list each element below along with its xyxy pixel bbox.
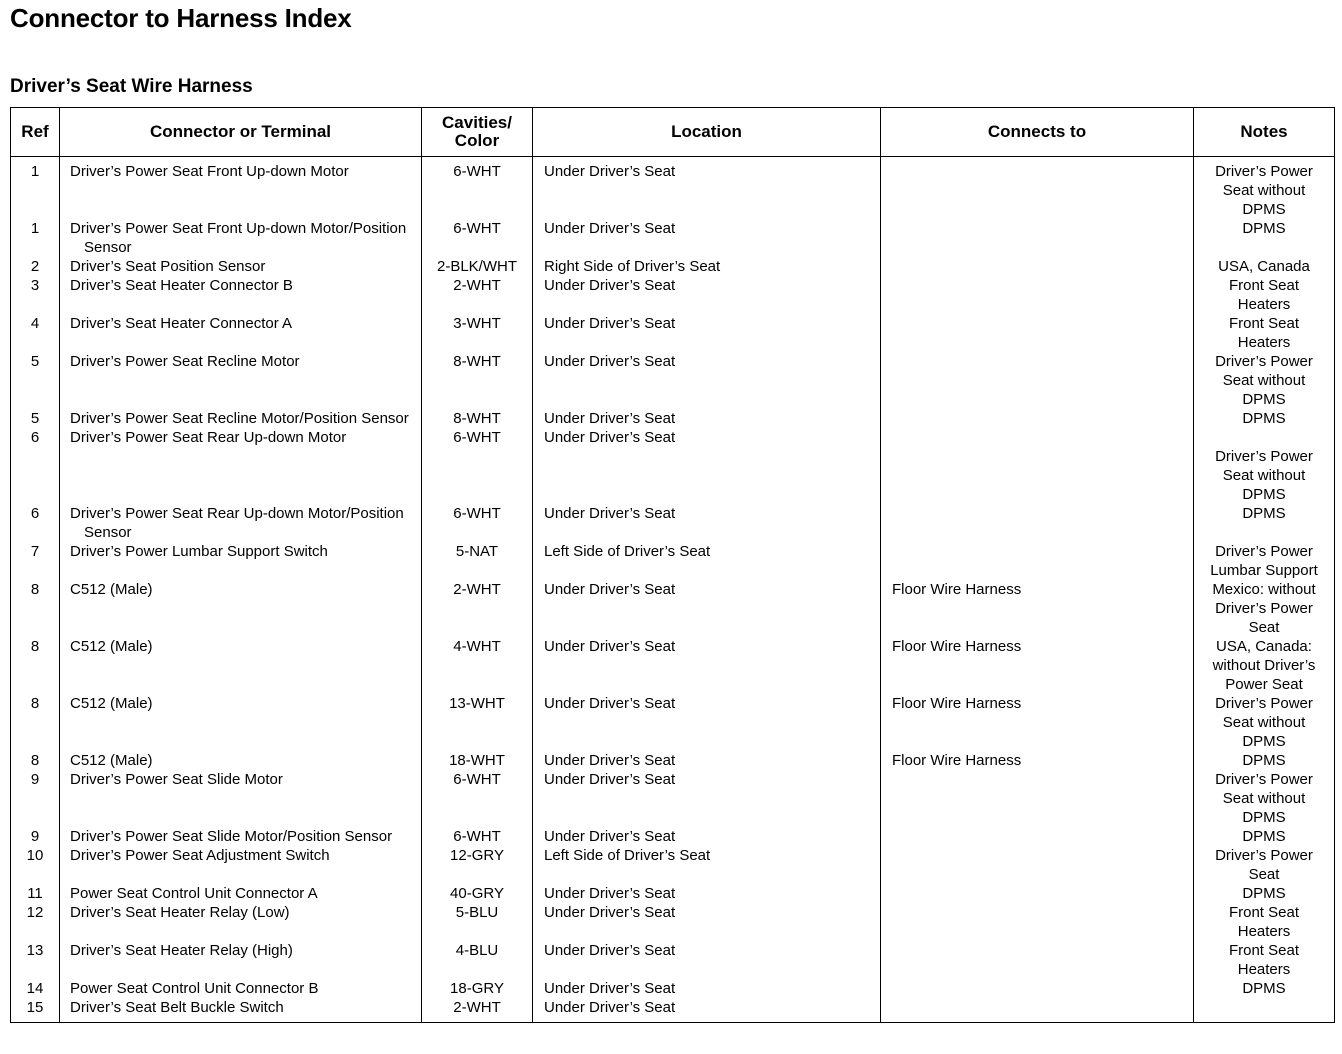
notes-cell <box>1194 428 1335 504</box>
table-row <box>11 941 1335 979</box>
connector-cell-text: Driver’s Seat Heater Connector A <box>70 315 293 332</box>
ref-cell <box>11 694 60 751</box>
ref-cell-text: 11 <box>27 885 43 902</box>
table-row <box>11 409 1335 428</box>
connects-to-cell <box>881 998 1194 1023</box>
notes-cell <box>1194 637 1335 694</box>
connector-cell-text: Driver’s Power Seat Adjustment Switch <box>70 847 330 864</box>
cavities-color-cell-text: 6-WHT <box>453 828 501 845</box>
ref-cell-text: 7 <box>30 543 40 560</box>
ref-cell <box>11 257 60 276</box>
cavities-color-cell <box>422 694 533 751</box>
table-row <box>11 770 1335 827</box>
table-row <box>11 884 1335 903</box>
location-cell-text: Right Side of Driver’s Seat <box>544 258 721 275</box>
notes-cell <box>1194 979 1335 998</box>
notes-cell-text: Driver’s Power Seat <box>1215 847 1313 883</box>
cavities-color-cell-text: 5-NAT <box>455 543 499 560</box>
ref-cell <box>11 903 60 941</box>
ref-cell <box>11 219 60 257</box>
notes-cell <box>1194 580 1335 637</box>
ref-cell-text: 15 <box>26 999 44 1016</box>
ref-cell-text: 4 <box>30 315 40 332</box>
notes-cell <box>1194 352 1335 409</box>
header-location: Location <box>533 108 881 157</box>
connector-cell-text: Driver’s Power Seat Slide Motor <box>70 771 283 788</box>
notes-cell-text: DPMS <box>1242 980 1286 997</box>
connects-to-cell <box>881 504 1194 542</box>
connector-cell <box>60 504 422 542</box>
notes-cell-text: Driver’s Power Seat without DPMS <box>1215 448 1313 503</box>
header-ref: Ref <box>11 108 60 157</box>
notes-cell <box>1194 884 1335 903</box>
ref-cell <box>11 770 60 827</box>
notes-cell <box>1194 504 1335 542</box>
location-cell-text: Left Side of Driver’s Seat <box>544 847 711 864</box>
cavities-color-cell <box>422 941 533 979</box>
ref-cell <box>11 827 60 846</box>
connector-cell-text: Driver’s Power Seat Front Up-down Motor/Position Sensor <box>70 220 407 256</box>
connector-cell-text: C512 (Male) <box>70 581 153 598</box>
notes-cell <box>1194 257 1335 276</box>
connector-cell <box>60 157 422 220</box>
connector-cell <box>60 770 422 827</box>
connects-to-cell <box>881 580 1194 637</box>
header-cavities: Cavities/ Color <box>422 108 533 157</box>
connector-cell <box>60 352 422 409</box>
ref-cell-text: 1 <box>30 163 40 180</box>
connects-to-cell <box>881 884 1194 903</box>
cavities-color-cell <box>422 998 533 1023</box>
connects-to-cell <box>881 314 1194 352</box>
cavities-color-cell-text: 40-GRY <box>450 885 504 902</box>
notes-cell <box>1194 409 1335 428</box>
connects-to-cell <box>881 542 1194 580</box>
ref-cell-text: 9 <box>30 771 40 788</box>
connector-cell <box>60 542 422 580</box>
connects-to-cell <box>881 219 1194 257</box>
connects-to-cell <box>881 257 1194 276</box>
location-cell-text: Under Driver’s Seat <box>544 695 676 712</box>
notes-cell-text: Driver’s Power Seat without DPMS <box>1215 163 1313 218</box>
table-row <box>11 157 1335 220</box>
notes-cell-text: DPMS <box>1242 410 1286 427</box>
notes-cell-text: Front Seat Heaters <box>1228 315 1300 351</box>
ref-cell-text: 8 <box>30 581 40 598</box>
connector-cell-text: Driver’s Power Seat Slide Motor/Position Sensor <box>70 828 393 845</box>
cavities-color-cell <box>422 504 533 542</box>
connector-cell-text: Driver’s Power Seat Recline Motor <box>70 353 300 370</box>
cavities-color-cell-text: 13-WHT <box>449 695 505 712</box>
notes-cell <box>1194 314 1335 352</box>
table-row <box>11 542 1335 580</box>
connector-cell <box>60 428 422 504</box>
section-title: Driver’s Seat Wire Harness <box>10 76 253 97</box>
table-row <box>11 694 1335 751</box>
connector-cell-text: C512 (Male) <box>70 695 153 712</box>
cavities-color-cell-text: 2-BLK/WHT <box>436 258 517 275</box>
connects-to-cell <box>881 276 1194 314</box>
notes-cell-text: USA, Canada: without Driver’s Power Seat <box>1212 638 1316 693</box>
connector-index-table <box>10 107 1335 1023</box>
connector-cell-text: Driver’s Power Lumbar Support Switch <box>70 543 328 560</box>
connector-cell <box>60 846 422 884</box>
connects-to-cell <box>881 751 1194 770</box>
table-body <box>11 157 1335 1023</box>
ref-cell <box>11 352 60 409</box>
location-cell <box>533 219 881 257</box>
cavities-color-cell <box>422 352 533 409</box>
notes-cell <box>1194 998 1335 1023</box>
connects-to-cell <box>881 903 1194 941</box>
location-cell <box>533 504 881 542</box>
cavities-color-cell <box>422 884 533 903</box>
connector-cell <box>60 219 422 257</box>
connects-to-cell <box>881 157 1194 220</box>
cavities-color-cell <box>422 979 533 998</box>
connector-cell-text: Driver’s Power Seat Recline Motor/Position Sensor <box>70 410 409 427</box>
notes-cell-text: DPMS <box>1242 505 1286 522</box>
location-cell-text: Under Driver’s Seat <box>544 315 676 332</box>
ref-cell-text: 9 <box>30 828 40 845</box>
location-cell-text: Under Driver’s Seat <box>544 752 676 769</box>
location-cell <box>533 257 881 276</box>
notes-cell-text: DPMS <box>1242 828 1286 845</box>
connector-cell-text: Driver’s Seat Heater Relay (Low) <box>70 904 290 921</box>
cavities-color-cell <box>422 751 533 770</box>
ref-cell <box>11 941 60 979</box>
location-cell <box>533 751 881 770</box>
location-cell <box>533 941 881 979</box>
connects-to-cell-text: Floor Wire Harness <box>892 581 1022 598</box>
connector-cell <box>60 314 422 352</box>
cavities-color-cell-text: 2-WHT <box>453 581 501 598</box>
location-cell <box>533 694 881 751</box>
location-cell-text: Under Driver’s Seat <box>544 999 676 1016</box>
ref-cell <box>11 276 60 314</box>
ref-cell <box>11 157 60 220</box>
location-cell-text: Under Driver’s Seat <box>544 828 676 845</box>
table-row <box>11 637 1335 694</box>
cavities-color-cell-text: 2-WHT <box>453 999 501 1016</box>
table-row <box>11 903 1335 941</box>
ref-cell <box>11 979 60 998</box>
cavities-color-cell <box>422 846 533 884</box>
location-cell <box>533 352 881 409</box>
cavities-color-cell <box>422 580 533 637</box>
table-row <box>11 219 1335 257</box>
cavities-color-cell-text: 6-WHT <box>453 220 501 237</box>
ref-cell-text: 6 <box>30 505 40 522</box>
notes-cell <box>1194 770 1335 827</box>
ref-cell-text: 12 <box>26 904 44 921</box>
ref-cell-text: 6 <box>30 429 40 446</box>
notes-cell-text: Driver’s Power Lumbar Support <box>1210 543 1318 579</box>
connector-cell <box>60 903 422 941</box>
table-row <box>11 846 1335 884</box>
ref-cell <box>11 580 60 637</box>
connector-cell <box>60 751 422 770</box>
table-row <box>11 580 1335 637</box>
location-cell-text: Under Driver’s Seat <box>544 429 676 446</box>
ref-cell-text: 1 <box>30 220 40 237</box>
connects-to-cell <box>881 941 1194 979</box>
ref-cell <box>11 409 60 428</box>
location-cell-text: Under Driver’s Seat <box>544 980 676 997</box>
ref-cell <box>11 314 60 352</box>
cavities-color-cell-text: 4-BLU <box>455 942 499 959</box>
ref-cell <box>11 637 60 694</box>
cavities-color-cell <box>422 428 533 504</box>
ref-cell <box>11 846 60 884</box>
connector-cell-text: Driver’s Power Seat Rear Up-down Motor <box>70 429 347 446</box>
table-header-row <box>11 108 1335 157</box>
connector-cell <box>60 941 422 979</box>
notes-cell <box>1194 219 1335 257</box>
notes-cell <box>1194 694 1335 751</box>
connects-to-cell <box>881 352 1194 409</box>
connector-cell-text: Driver’s Seat Heater Connector B <box>70 277 293 294</box>
table-row <box>11 314 1335 352</box>
cavities-color-cell-text: 6-WHT <box>453 429 501 446</box>
cavities-color-cell-text: 6-WHT <box>453 771 501 788</box>
location-cell <box>533 409 881 428</box>
table-row <box>11 998 1335 1023</box>
location-cell <box>533 846 881 884</box>
cavities-color-cell <box>422 409 533 428</box>
cavities-color-cell-text: 3-WHT <box>453 315 501 332</box>
connects-to-cell <box>881 637 1194 694</box>
location-cell-text: Under Driver’s Seat <box>544 163 676 180</box>
cavities-color-cell <box>422 637 533 694</box>
ref-cell-text: 8 <box>30 752 40 769</box>
cavities-color-cell-text: 6-WHT <box>453 163 501 180</box>
connects-to-cell-text: Floor Wire Harness <box>892 638 1022 655</box>
notes-cell <box>1194 542 1335 580</box>
connector-cell-text: Power Seat Control Unit Connector A <box>70 885 318 902</box>
ref-cell <box>11 751 60 770</box>
connects-to-cell-text: Floor Wire Harness <box>892 695 1022 712</box>
cavities-color-cell <box>422 770 533 827</box>
connector-cell <box>60 276 422 314</box>
connects-to-cell <box>881 770 1194 827</box>
table-row <box>11 979 1335 998</box>
cavities-color-cell <box>422 827 533 846</box>
connects-to-cell <box>881 428 1194 504</box>
cavities-color-cell-text: 18-WHT <box>449 752 505 769</box>
connector-cell <box>60 637 422 694</box>
connector-cell-text: C512 (Male) <box>70 638 153 655</box>
connects-to-cell <box>881 979 1194 998</box>
location-cell-text: Under Driver’s Seat <box>544 410 676 427</box>
notes-cell <box>1194 157 1335 220</box>
ref-cell-text: 2 <box>30 258 40 275</box>
connects-to-cell <box>881 846 1194 884</box>
header-connector: Connector or Terminal <box>60 108 422 157</box>
notes-cell <box>1194 846 1335 884</box>
location-cell-text: Under Driver’s Seat <box>544 638 676 655</box>
connector-cell-text: Power Seat Control Unit Connector B <box>70 980 319 997</box>
cavities-color-cell-text: 18-GRY <box>450 980 504 997</box>
location-cell-text: Under Driver’s Seat <box>544 353 676 370</box>
location-cell-text: Under Driver’s Seat <box>544 885 676 902</box>
cavities-color-cell <box>422 219 533 257</box>
connector-cell-text: Driver’s Power Seat Front Up-down Motor <box>70 163 349 180</box>
connector-cell-text: C512 (Male) <box>70 752 153 769</box>
notes-cell-text: DPMS <box>1242 752 1286 769</box>
notes-cell-text: DPMS <box>1242 220 1286 237</box>
ref-cell-text: 5 <box>30 353 40 370</box>
notes-cell <box>1194 941 1335 979</box>
location-cell <box>533 276 881 314</box>
notes-cell-text: Front Seat Heaters <box>1228 942 1300 978</box>
connector-cell <box>60 884 422 903</box>
cavities-color-cell-text: 6-WHT <box>453 505 501 522</box>
ref-cell <box>11 884 60 903</box>
notes-cell-text: Front Seat Heaters <box>1228 904 1300 940</box>
notes-cell <box>1194 276 1335 314</box>
location-cell <box>533 979 881 998</box>
location-cell-text: Left Side of Driver’s Seat <box>544 543 711 560</box>
ref-cell-text: 13 <box>26 942 44 959</box>
location-cell <box>533 157 881 220</box>
ref-cell-text: 5 <box>30 410 40 427</box>
ref-cell <box>11 428 60 504</box>
notes-cell <box>1194 751 1335 770</box>
cavities-color-cell-text: 8-WHT <box>453 410 501 427</box>
location-cell <box>533 770 881 827</box>
ref-cell-text: 8 <box>30 695 40 712</box>
table-row <box>11 751 1335 770</box>
notes-cell-text: Driver’s Power Seat without DPMS <box>1215 353 1313 408</box>
ref-cell-text: 14 <box>26 980 44 997</box>
cavities-color-cell-text: 8-WHT <box>453 353 501 370</box>
location-cell <box>533 884 881 903</box>
notes-cell-text: Front Seat Heaters <box>1228 277 1300 313</box>
table-row <box>11 827 1335 846</box>
ref-cell <box>11 998 60 1023</box>
ref-cell-text: 10 <box>26 847 44 864</box>
cavities-color-cell-text: 12-GRY <box>450 847 504 864</box>
cavities-color-cell <box>422 257 533 276</box>
connector-cell <box>60 979 422 998</box>
cavities-color-cell <box>422 903 533 941</box>
table-row <box>11 428 1335 504</box>
location-cell <box>533 542 881 580</box>
location-cell <box>533 998 881 1023</box>
cavities-color-cell <box>422 542 533 580</box>
notes-cell-text: USA, Canada <box>1218 258 1310 275</box>
ref-cell <box>11 504 60 542</box>
table-row <box>11 352 1335 409</box>
connects-to-cell-text: Floor Wire Harness <box>892 752 1022 769</box>
location-cell-text: Under Driver’s Seat <box>544 505 676 522</box>
notes-cell-text: Driver’s Power Seat without DPMS <box>1215 771 1313 826</box>
table-row <box>11 276 1335 314</box>
table-row <box>11 504 1335 542</box>
notes-cell-text: Mexico: without Driver’s Power Seat <box>1212 581 1316 636</box>
cavities-color-cell <box>422 276 533 314</box>
location-cell <box>533 580 881 637</box>
connector-cell <box>60 694 422 751</box>
connects-to-cell <box>881 694 1194 751</box>
cavities-color-cell-text: 2-WHT <box>453 277 501 294</box>
connector-cell-text: Driver’s Seat Belt Buckle Switch <box>70 999 284 1016</box>
ref-cell <box>11 542 60 580</box>
location-cell-text: Under Driver’s Seat <box>544 942 676 959</box>
connector-cell-text: Driver’s Seat Position Sensor <box>70 258 266 275</box>
location-cell <box>533 827 881 846</box>
connector-cell <box>60 827 422 846</box>
location-cell <box>533 428 881 504</box>
connects-to-cell <box>881 827 1194 846</box>
cavities-color-cell-text: 5-BLU <box>455 904 499 921</box>
notes-cell-text: DPMS <box>1242 885 1286 902</box>
connector-cell <box>60 257 422 276</box>
header-notes: Notes <box>1194 108 1335 157</box>
location-cell-text: Under Driver’s Seat <box>544 771 676 788</box>
cavities-color-cell <box>422 314 533 352</box>
table-row <box>11 257 1335 276</box>
connector-cell <box>60 998 422 1023</box>
cavities-color-cell <box>422 157 533 220</box>
location-cell-text: Under Driver’s Seat <box>544 220 676 237</box>
notes-cell <box>1194 903 1335 941</box>
location-cell <box>533 314 881 352</box>
header-connects-to: Connects to <box>881 108 1194 157</box>
connector-cell <box>60 580 422 637</box>
page-title: Connector to Harness Index <box>10 3 352 33</box>
location-cell <box>533 903 881 941</box>
connects-to-cell <box>881 409 1194 428</box>
location-cell <box>533 637 881 694</box>
location-cell-text: Under Driver’s Seat <box>544 904 676 921</box>
ref-cell-text: 8 <box>30 638 40 655</box>
ref-cell-text: 3 <box>30 277 40 294</box>
location-cell-text: Under Driver’s Seat <box>544 581 676 598</box>
connector-cell <box>60 409 422 428</box>
location-cell-text: Under Driver’s Seat <box>544 277 676 294</box>
cavities-color-cell-text: 4-WHT <box>453 638 501 655</box>
notes-cell-text: Driver’s Power Seat without DPMS <box>1215 695 1313 750</box>
connector-cell-text: Driver’s Power Seat Rear Up-down Motor/Position Sensor <box>70 505 404 541</box>
notes-cell <box>1194 827 1335 846</box>
connector-cell-text: Driver’s Seat Heater Relay (High) <box>70 942 293 959</box>
